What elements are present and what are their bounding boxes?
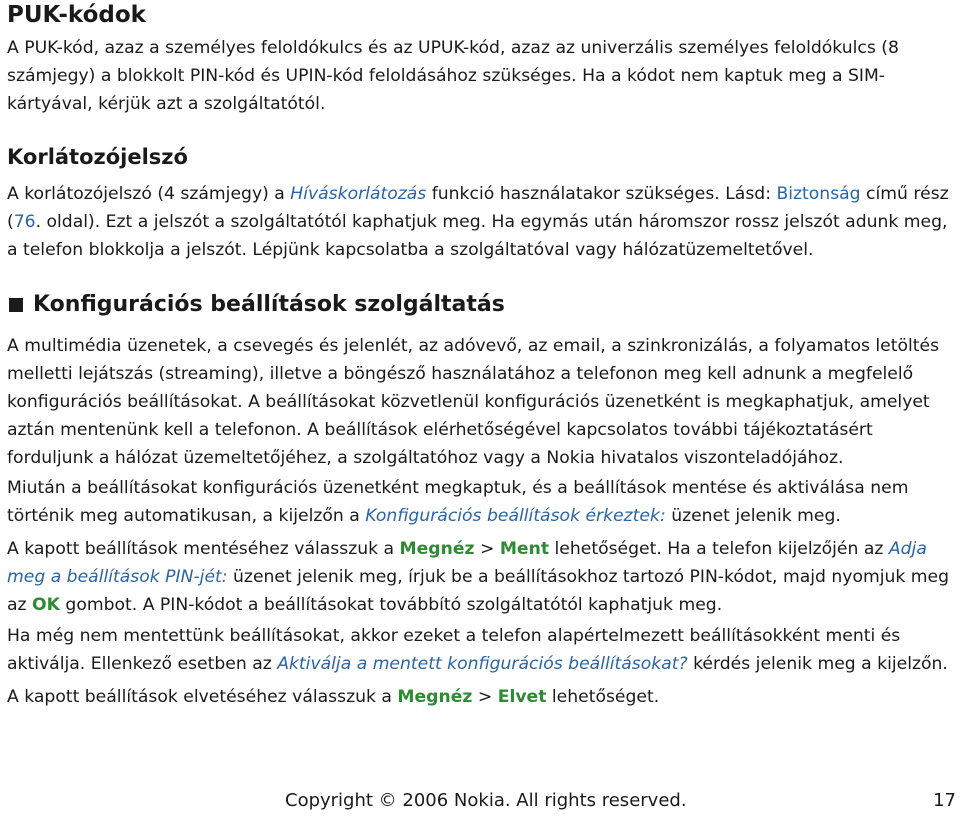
config-paragraph-3: A kapott beállítások mentéséhez válasszuk a Megnéz > Ment lehetőséget. Ha a telefon kijelzőjén az Adja meg a beállítások PIN-jét: üzenet jelenik meg, írjuk be a beállításokhoz tartozó PIN-kódot, majd nyomjuk meg az OK gombot. A PIN-kódot a beállításokat továbbító szolgáltatótól kaphatjuk meg. [7,539,950,615]
config-paragraph-5: A kapott beállítások elvetéséhez válasszuk a Megnéz > Elvet lehetőséget. [7,687,660,707]
menu-key-ok: OK [32,595,60,615]
menu-key-discard: Elvet [497,687,547,707]
menu-key-save: Ment [499,539,550,559]
puk-paragraph: A PUK-kód, azaz a személyes feloldókulcs és az UPUK-kód, azaz az univerzális személyes feloldókulcs (8 számjegy) a blokkolt PIN-kód és UPIN-kód feloldásához szükséges. Ha a kódot nem kaptuk meg a SIM-kártyával, kérjük azt a szolgáltatótól. [7,38,899,114]
menu-key-view: Megnéz [399,539,475,559]
enter-pin-message: Adja meg a beállítások PIN-jét: [7,539,927,587]
section-title-puk: PUK-kódok [7,2,146,28]
square-bullet-icon [9,298,23,312]
security-link[interactable]: Biztonság [776,184,861,204]
activate-config-question: Aktiválja a mentett konfigurációs beállításokat? [277,654,688,674]
section-title-restriction: Korlátozójelszó [7,145,188,169]
section-title-config: Konfigurációs beállítások szolgáltatás [7,292,505,317]
call-barring-term: Híváskorlátozás [290,184,427,204]
page-76-link[interactable]: 76 [13,212,36,232]
page-number: 17 [933,790,956,811]
restriction-paragraph: A korlátozójelszó (4 számjegy) a Híváskorlátozás funkció használatakor szükséges. Lásd: Biztonság című rész (76. oldal). Ezt a jelszót a szolgáltatótól kaphatjuk meg. Ha egymás után háromszor rossz jelszót adunk meg, a telefon blokkolja a jelszót. Lépjünk kapcsolatba a szolgáltatóval vagy hálózatüzemeltetővel. [7,184,949,260]
menu-key-view-2: Megnéz [397,687,473,707]
config-paragraph-4: Ha még nem mentettünk beállításokat, akkor ezeket a telefon alapértelmezett beállításokként menti és aktiválja. Ellenkező esetben az Aktiválja a mentett konfigurációs beállításokat? kérdés jelenik meg a kijelzőn. [7,626,948,674]
config-received-message: Konfigurációs beállítások érkeztek: [365,506,666,526]
copyright-footer: Copyright © 2006 Nokia. All rights reserved. [285,790,687,811]
config-paragraph-2: Miután a beállításokat konfigurációs üzenetként megkaptuk, és a beállítások mentése és aktiválása nem történik meg automatikusan, a kijelzőn a Konfigurációs beállítások érkeztek: üzenet jelenik meg. [7,478,909,526]
config-paragraph-1: A multimédia üzenetek, a csevegés és jelenlét, az adóvevő, az email, a szinkronizálás, a folyamatos letöltés melletti lejátszás (streaming), illetve a böngésző használatához a telefonon meg kell adnunk a megfelelő konfigurációs beállításokat. A beállításokat közvetlenül konfigurációs üzenetként is megkaphatjuk, amelyet aztán mentenünk kell a telefonon. A beállítások elérhetőségével kapcsolatos további tájékoztatásért forduljunk a hálózat üzemeltetőjéhez, a szolgáltatóhoz vagy a Nokia hivatalos viszonteladójához. [7,336,940,468]
